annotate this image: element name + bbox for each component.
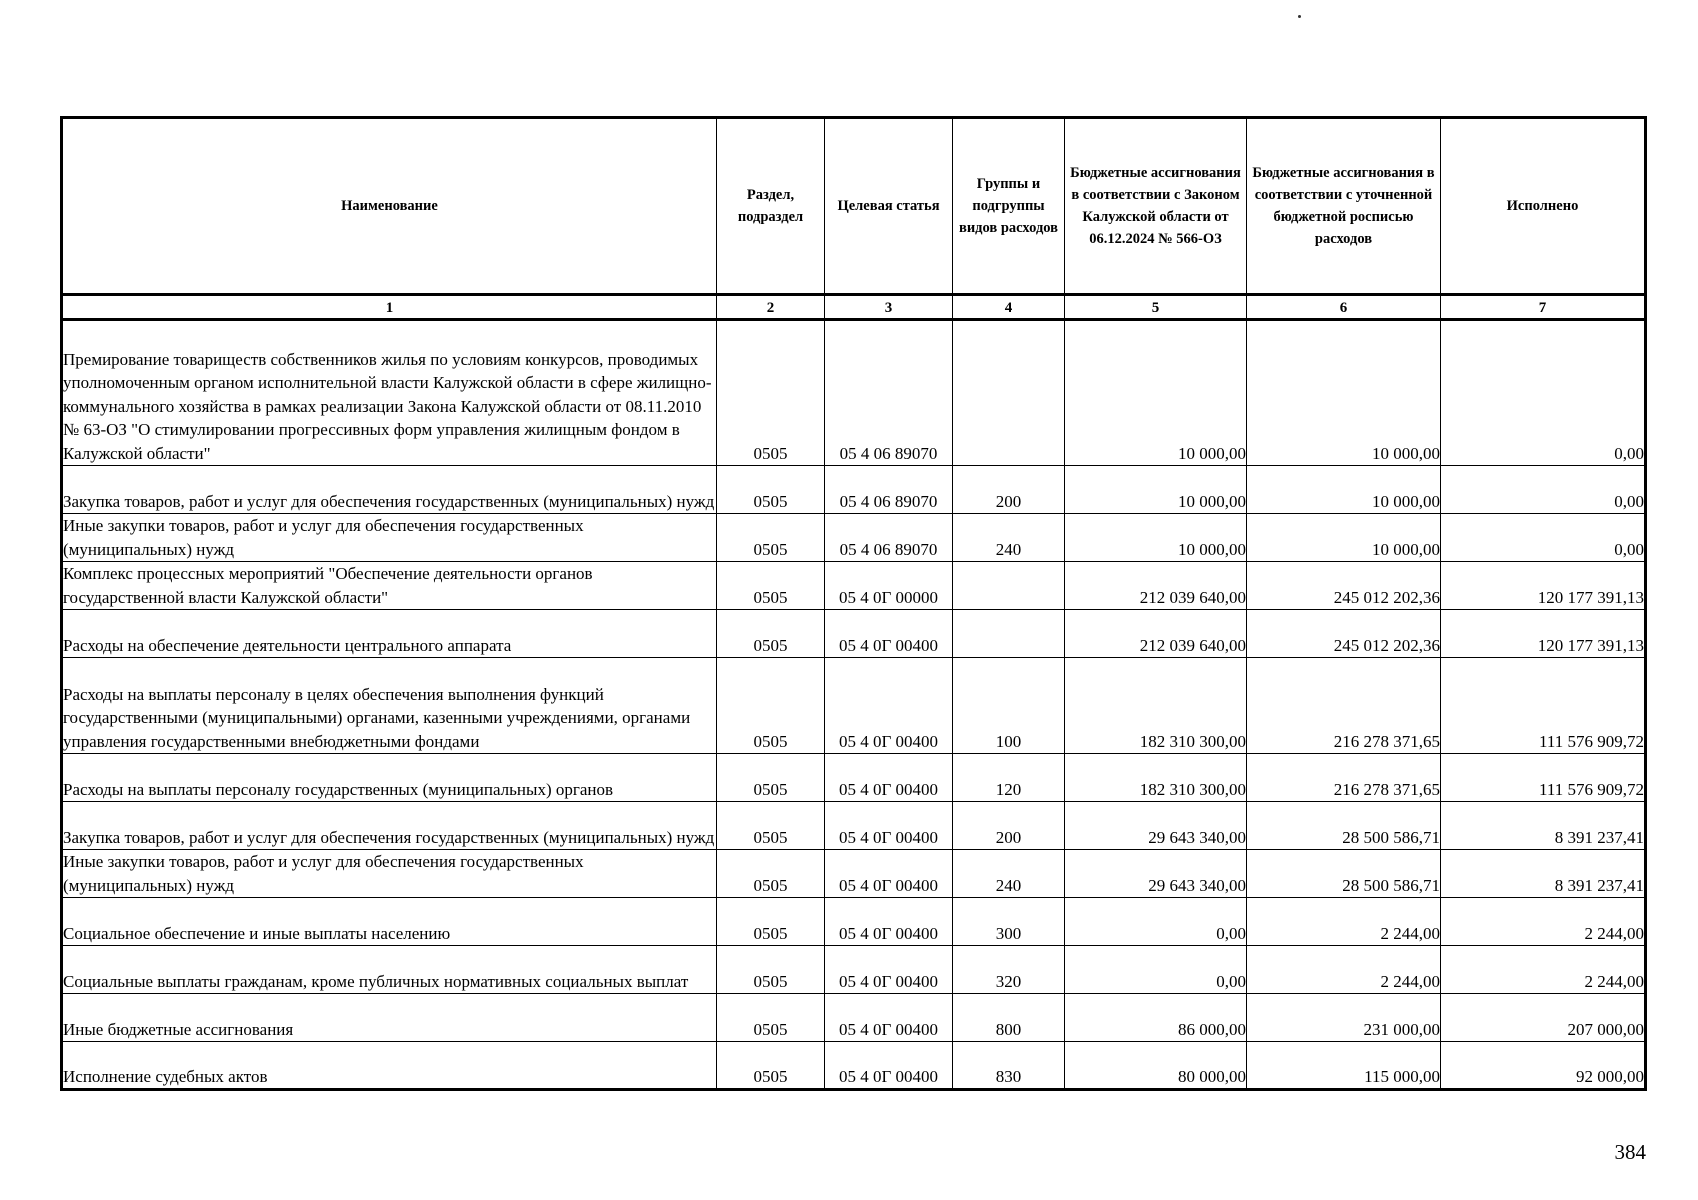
row-article: 05 4 0Г 00400 (825, 658, 953, 754)
row-section: 0505 (717, 898, 825, 946)
row-name: Иные бюджетные ассигнования (62, 994, 717, 1042)
table-body (62, 320, 1646, 1090)
row-executed: 207 000,00 (1441, 994, 1646, 1042)
row-name: Иные закупки товаров, работ и услуг для обеспечения государственных (муниципальных) нужд (62, 850, 717, 898)
row-group: 800 (953, 994, 1065, 1042)
row-group: 320 (953, 946, 1065, 994)
table-row (62, 754, 1646, 802)
row-name: Закупка товаров, работ и услуг для обеспечения государственных (муниципальных) нужд (62, 466, 717, 514)
row-article: 05 4 0Г 00400 (825, 1042, 953, 1090)
row-law-allocation: 0,00 (1065, 946, 1247, 994)
row-executed: 2 244,00 (1441, 946, 1646, 994)
row-executed: 92 000,00 (1441, 1042, 1646, 1090)
header-executed: Исполнено (1441, 118, 1646, 295)
header-refined-allocation: Бюджетные ассигнования в соответствии с уточненной бюджетной росписью расходов (1247, 118, 1441, 295)
row-executed: 0,00 (1441, 514, 1646, 562)
stray-dot (1298, 15, 1301, 18)
row-law-allocation: 10 000,00 (1065, 320, 1247, 466)
row-refined-allocation: 231 000,00 (1247, 994, 1441, 1042)
page-number: 384 (1614, 1140, 1646, 1164)
table-row (62, 562, 1646, 610)
row-executed: 2 244,00 (1441, 898, 1646, 946)
row-section: 0505 (717, 466, 825, 514)
row-group: 300 (953, 898, 1065, 946)
header-article: Целевая статья (825, 118, 953, 295)
row-section: 0505 (717, 994, 825, 1042)
row-refined-allocation: 2 244,00 (1247, 946, 1441, 994)
row-law-allocation: 29 643 340,00 (1065, 850, 1247, 898)
row-article: 05 4 06 89070 (825, 320, 953, 466)
budget-table (60, 116, 1647, 1091)
column-number: 4 (953, 295, 1065, 320)
header-name: Наименование (62, 118, 717, 295)
row-executed: 8 391 237,41 (1441, 850, 1646, 898)
row-law-allocation: 29 643 340,00 (1065, 802, 1247, 850)
row-section: 0505 (717, 514, 825, 562)
row-name: Комплекс процессных мероприятий "Обеспечение деятельности органов государственной власти Калужской области" (62, 562, 717, 610)
table-row (62, 994, 1646, 1042)
row-section: 0505 (717, 1042, 825, 1090)
row-refined-allocation: 10 000,00 (1247, 514, 1441, 562)
row-article: 05 4 0Г 00400 (825, 946, 953, 994)
table-row (62, 320, 1646, 466)
row-group: 830 (953, 1042, 1065, 1090)
row-refined-allocation: 245 012 202,36 (1247, 562, 1441, 610)
row-article: 05 4 0Г 00400 (825, 898, 953, 946)
row-article: 05 4 0Г 00400 (825, 994, 953, 1042)
row-group: 240 (953, 514, 1065, 562)
table-row (62, 466, 1646, 514)
row-group: 200 (953, 802, 1065, 850)
row-law-allocation: 0,00 (1065, 898, 1247, 946)
table-row (62, 898, 1646, 946)
table-row (62, 1042, 1646, 1090)
row-name: Премирование товариществ собственников жилья по условиям конкурсов, проводимых уполномоченным органом исполнительной власти Калужской области в сфере жилищно-коммунального хозяйства в рамках реализации Закона Калужской области от 08.11.2010 № 63-ОЗ "О стимулировании прогрессивных форм управления жилищным фондом в Калужской области" (62, 320, 717, 466)
row-refined-allocation: 216 278 371,65 (1247, 754, 1441, 802)
row-article: 05 4 0Г 00400 (825, 754, 953, 802)
row-law-allocation: 80 000,00 (1065, 1042, 1247, 1090)
row-name: Социальное обеспечение и иные выплаты населению (62, 898, 717, 946)
table-row (62, 802, 1646, 850)
row-group (953, 610, 1065, 658)
row-law-allocation: 212 039 640,00 (1065, 562, 1247, 610)
column-number: 2 (717, 295, 825, 320)
table-row (62, 850, 1646, 898)
row-name: Расходы на выплаты персоналу в целях обеспечения выполнения функций государственными (муниципальными) органами, казенными учреждениями, органами управления государственными внебюджетными фондами (62, 658, 717, 754)
row-group: 100 (953, 658, 1065, 754)
row-executed: 0,00 (1441, 320, 1646, 466)
row-law-allocation: 182 310 300,00 (1065, 658, 1247, 754)
row-section: 0505 (717, 320, 825, 466)
table-row (62, 946, 1646, 994)
column-number: 7 (1441, 295, 1646, 320)
row-executed: 8 391 237,41 (1441, 802, 1646, 850)
row-section: 0505 (717, 754, 825, 802)
row-executed: 111 576 909,72 (1441, 658, 1646, 754)
row-article: 05 4 0Г 00400 (825, 850, 953, 898)
row-section: 0505 (717, 562, 825, 610)
row-group: 120 (953, 754, 1065, 802)
row-group (953, 320, 1065, 466)
row-refined-allocation: 216 278 371,65 (1247, 658, 1441, 754)
row-refined-allocation: 28 500 586,71 (1247, 850, 1441, 898)
row-refined-allocation: 10 000,00 (1247, 466, 1441, 514)
row-refined-allocation: 28 500 586,71 (1247, 802, 1441, 850)
table-row (62, 658, 1646, 754)
row-name: Социальные выплаты гражданам, кроме публичных нормативных социальных выплат (62, 946, 717, 994)
table-row (62, 514, 1646, 562)
row-group (953, 562, 1065, 610)
row-executed: 120 177 391,13 (1441, 610, 1646, 658)
row-article: 05 4 0Г 00400 (825, 610, 953, 658)
row-name: Исполнение судебных актов (62, 1042, 717, 1090)
row-group: 240 (953, 850, 1065, 898)
row-executed: 111 576 909,72 (1441, 754, 1646, 802)
row-refined-allocation: 115 000,00 (1247, 1042, 1441, 1090)
row-executed: 120 177 391,13 (1441, 562, 1646, 610)
row-law-allocation: 10 000,00 (1065, 466, 1247, 514)
row-section: 0505 (717, 850, 825, 898)
row-name: Расходы на обеспечение деятельности центрального аппарата (62, 610, 717, 658)
row-refined-allocation: 2 244,00 (1247, 898, 1441, 946)
row-refined-allocation: 245 012 202,36 (1247, 610, 1441, 658)
row-name: Расходы на выплаты персоналу государственных (муниципальных) органов (62, 754, 717, 802)
row-section: 0505 (717, 658, 825, 754)
row-executed: 0,00 (1441, 466, 1646, 514)
row-article: 05 4 06 89070 (825, 466, 953, 514)
row-section: 0505 (717, 610, 825, 658)
table-row (62, 610, 1646, 658)
header-row (62, 118, 1646, 295)
row-section: 0505 (717, 946, 825, 994)
header-group: Группы и подгруппы видов расходов (953, 118, 1065, 295)
column-number: 6 (1247, 295, 1441, 320)
row-law-allocation: 10 000,00 (1065, 514, 1247, 562)
row-name: Иные закупки товаров, работ и услуг для обеспечения государственных (муниципальных) нужд (62, 514, 717, 562)
row-name: Закупка товаров, работ и услуг для обеспечения государственных (муниципальных) нужд (62, 802, 717, 850)
column-number-row (62, 295, 1646, 320)
row-article: 05 4 0Г 00000 (825, 562, 953, 610)
header-law-allocation: Бюджетные ассигнования в соответствии с Законом Калужской области от 06.12.2024 № 566-ОЗ (1065, 118, 1247, 295)
row-law-allocation: 86 000,00 (1065, 994, 1247, 1042)
row-section: 0505 (717, 802, 825, 850)
row-law-allocation: 182 310 300,00 (1065, 754, 1247, 802)
column-number: 3 (825, 295, 953, 320)
row-refined-allocation: 10 000,00 (1247, 320, 1441, 466)
column-number: 1 (62, 295, 717, 320)
row-law-allocation: 212 039 640,00 (1065, 610, 1247, 658)
row-group: 200 (953, 466, 1065, 514)
column-number: 5 (1065, 295, 1247, 320)
header-section: Раздел, подраздел (717, 118, 825, 295)
row-article: 05 4 0Г 00400 (825, 802, 953, 850)
row-article: 05 4 06 89070 (825, 514, 953, 562)
